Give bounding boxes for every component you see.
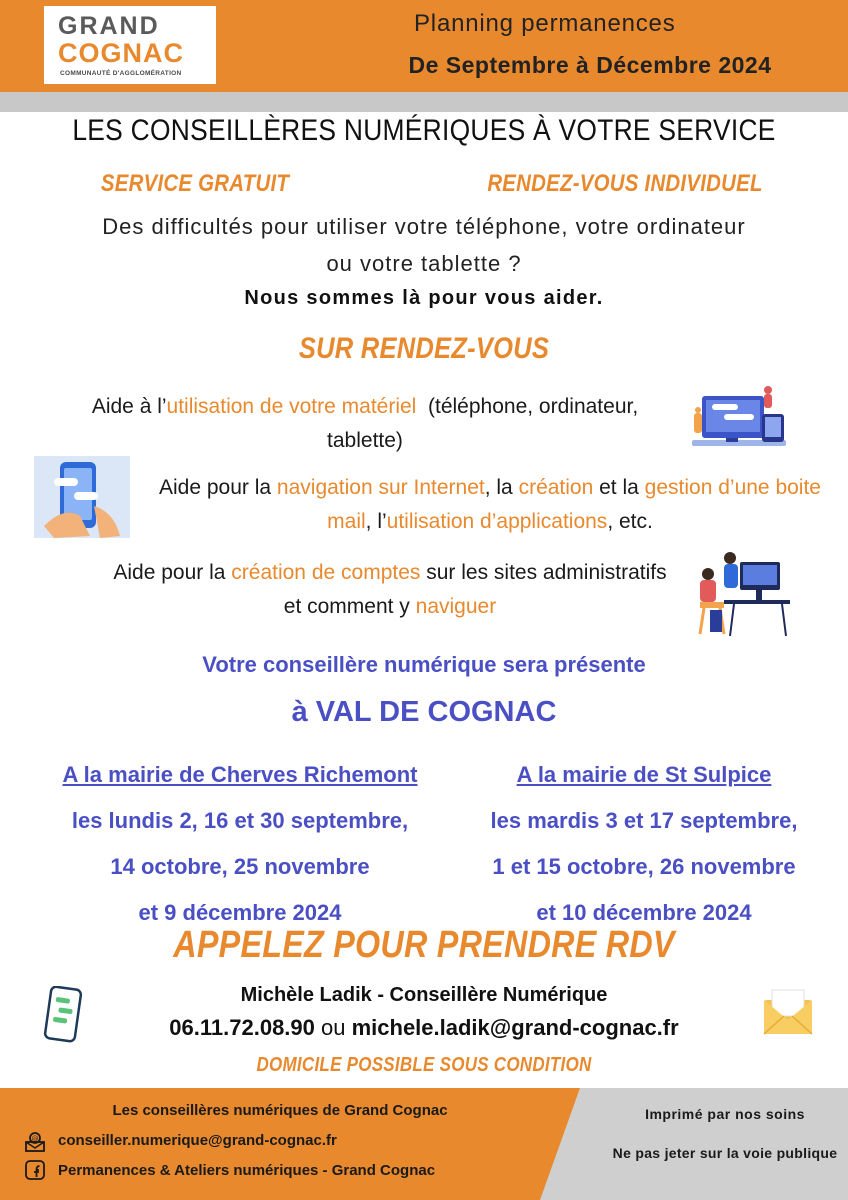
footer-title: Les conseillères numériques de Grand Cognac <box>112 1102 448 1119</box>
aide2-highlight-gestion: gestion d’une boite mail <box>327 476 821 533</box>
aide2-text-a: Aide pour la <box>159 476 277 499</box>
page-title: LES CONSEILLÈRES NUMÉRIQUES À VOTRE SERVICE <box>72 114 776 147</box>
domicile-notice: DOMICILE POSSIBLE SOUS CONDITION <box>256 1054 592 1076</box>
schedule-st-sulpice <box>452 752 836 936</box>
service-gratuit: SERVICE GRATUIT <box>100 170 290 197</box>
aide3-text-c: sur les sites administratifs et comment y <box>283 561 673 618</box>
aide2-text-e: et la <box>593 476 645 499</box>
header-period: De Septembre à Décembre 2024 <box>408 52 772 78</box>
footer-email[interactable]: conseiller.numerique@grand-cognac.fr <box>58 1132 337 1149</box>
schedule-right-title: A la mairie de St Sulpice <box>516 762 772 787</box>
rdv-individuel: RENDEZ-VOUS INDIVIDUEL <box>487 170 763 197</box>
envelope-icon <box>762 986 814 1036</box>
contact-ou: ou <box>314 1015 352 1040</box>
intro-line-1: Des difficultés pour utiliser votre téléphone, votre ordinateur <box>102 214 746 239</box>
header-gray-strip <box>0 92 848 112</box>
schedule-right-line-3: et 10 décembre 2024 <box>536 900 752 925</box>
sur-rendez-vous: SUR RENDEZ-VOUS <box>298 332 550 365</box>
facebook-icon <box>25 1160 45 1180</box>
presence-notice: Votre conseillère numérique sera présente <box>202 652 646 677</box>
aide-comptes <box>110 556 673 624</box>
logo-grand-text: GRAND <box>58 12 160 40</box>
contact-phone[interactable]: 06.11.72.08.90 <box>169 1015 315 1040</box>
aide1-highlight: utilisation de votre matériel <box>166 395 417 418</box>
aide3-highlight-comptes: création de comptes <box>231 561 421 584</box>
footer-facebook[interactable]: Permanences & Ateliers numériques - Grand Cognac <box>58 1162 436 1179</box>
schedule-left-line-2: 14 octobre, 25 novembre <box>110 854 370 879</box>
aide2-text-c: , la <box>484 476 519 499</box>
computer-illustration-icon <box>684 380 792 454</box>
aide2-highlight-applications: utilisation d’applications <box>386 510 608 533</box>
schedule-cherves-richemont <box>20 752 460 936</box>
schedule-left-line-3: et 9 décembre 2024 <box>138 900 342 925</box>
aide2-highlight-navigation: navigation sur Internet <box>276 476 485 499</box>
logo-cognac-text: COGNAC <box>58 38 184 68</box>
location-title: à VAL DE COGNAC <box>291 696 557 728</box>
contact-name: Michèle Ladik - Conseillère Numérique <box>240 984 608 1006</box>
schedule-right-line-2: 1 et 15 octobre, 26 novembre <box>492 854 796 879</box>
schedule-right-line-1: les mardis 3 et 17 septembre, <box>490 808 798 833</box>
schedule-left-title: A la mairie de Cherves Richemont <box>62 762 418 787</box>
call-to-action: APPELEZ POUR PRENDRE RDV <box>173 924 675 966</box>
header-planning: Planning permanences <box>414 10 676 37</box>
aide3-text-a: Aide pour la <box>113 561 232 584</box>
intro-line-3: Nous sommes là pour vous aider. <box>244 287 604 309</box>
aide3-highlight-naviguer: naviguer <box>415 595 497 618</box>
footer-ne-pas-jeter: Ne pas jeter sur la voie publique <box>612 1145 838 1161</box>
intro-line-2: ou votre tablette ? <box>326 251 522 276</box>
email-icon <box>24 1130 46 1152</box>
aide2-text-g: , l’ <box>365 510 387 533</box>
contact-email[interactable]: michele.ladik@grand-cognac.fr <box>351 1015 679 1040</box>
contact-details <box>0 1015 848 1041</box>
people-at-computer-illustration-icon <box>690 548 792 636</box>
phone-hand-illustration-icon <box>34 456 130 538</box>
aide-navigation <box>140 471 840 539</box>
logo-subtitle: COMMUNAUTÉ D'AGGLOMÉRATION <box>60 70 182 77</box>
schedule-left-line-1: les lundis 2, 16 et 30 septembre, <box>71 808 409 833</box>
aide2-highlight-creation: création <box>518 476 594 499</box>
footer-imprime: Imprimé par nos soins <box>645 1106 805 1122</box>
aide-materiel <box>80 390 650 458</box>
aide1-text-c: (téléphone, ordinateur, tablette) <box>327 395 645 452</box>
svg-text:@: @ <box>31 1135 39 1143</box>
aide2-text-i: , etc. <box>607 510 653 533</box>
aide1-text-a: Aide à l’ <box>91 395 167 418</box>
